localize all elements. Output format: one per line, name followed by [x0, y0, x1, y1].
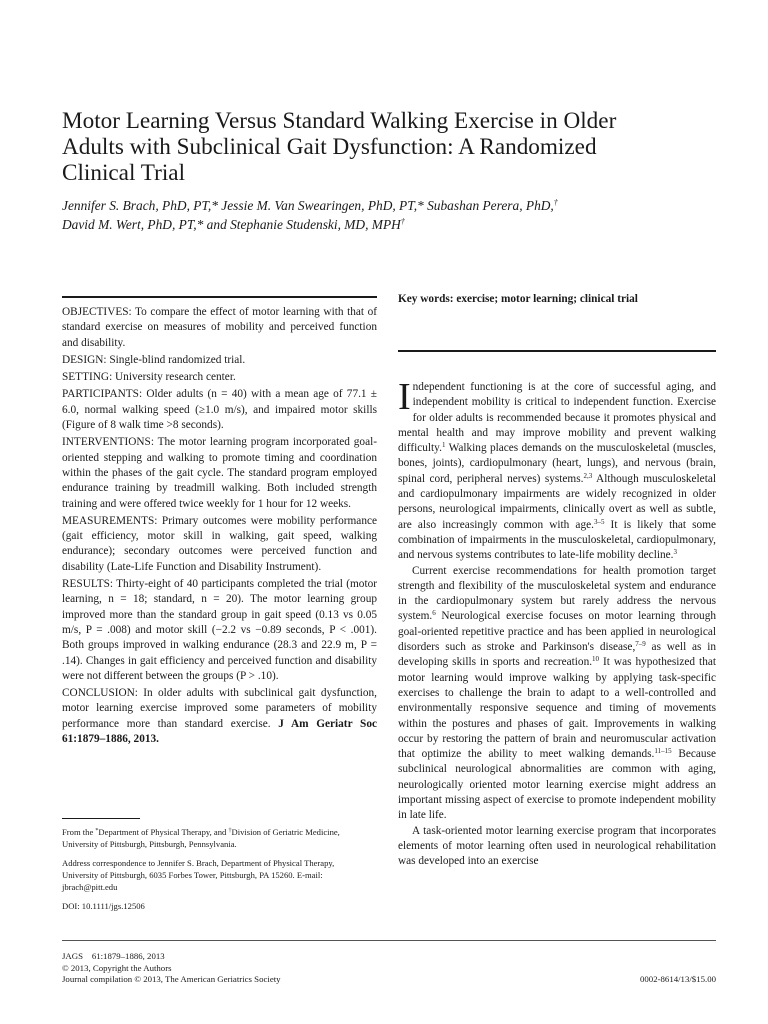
body-text: Neurological exercise focuses on motor learning through goal-oriented repetitive practice and has been applied in neurological disorders such as stroke and Parkinson's disease, [398, 610, 716, 654]
body-text: ndependent functioning is at the core of successful aging, and independent mobility is critical to independent function. Exercise for older adults is recommended because it promotes physical and mental health and may improve mobility and prevent walking difficulty. [398, 381, 716, 455]
reference-mark[interactable]: 7–9 [635, 640, 646, 649]
title-line: Clinical Trial [62, 160, 186, 186]
abstract-text: Thirty-eight of 40 participants completed the trial (motor learning, n = 18; standard, n = 20). The motor learning group improved more than the standard group in gait speed (0.13 vs 0.05 m/s, P = .008) and motor skill (−2.2 vs −0.89 seconds, P < .001). Both groups improved in walking endurance (28.3 and 22.9 m, P = .14). Changes in gait efficiency and perceived function and disability were not different between the groups (P > .10). [62, 578, 377, 682]
affiliation-mark: † [400, 217, 405, 226]
journal-footer [62, 951, 422, 986]
abstract-conclusion [62, 686, 377, 747]
reference-mark[interactable]: 2,3 [583, 471, 593, 480]
affiliation-note [62, 826, 372, 850]
abstract-text: Primary outcomes were mobility performance (gait efficiency, motor skill in walking, gait speed, walking endurance); secondary outcomes were perceived function and disability (Late-Life Function and Disability Instrument). [62, 514, 377, 573]
reference-mark[interactable]: 10 [592, 655, 600, 664]
body-text: Because subclinical neurological abnormalities are common with aging, neurologically oriented motor learning exercise might address an important missing aspect of exercise to promote independent mobility in late life. [398, 748, 716, 822]
footnote-rule [62, 818, 140, 819]
copyright-line: © 2013, Copyright the Authors [62, 962, 172, 973]
author-line-text: David M. Wert, PhD, PT,* and Stephanie Studenski, MD, MPH [62, 217, 401, 232]
body-text: It was hypothesized that motor learning would improve walking by applying task-specific exercises to challenge the brain to adapt to a well-controlled and environmentally responsive sequence and timing of movements within the postures and phases of gait. Improvements in walking occur by restoring the pattern of brain and neuromuscular activation that optimize the ability to meet walking demands. [398, 656, 716, 761]
body-text: It is likely that some combination of impairments in the musculoskeletal, cardiopulmonary, and nervous systems contributes to late-life mobility decline. [398, 518, 716, 562]
abstract-setting [62, 370, 377, 385]
affiliation-mark: † [228, 828, 232, 834]
drop-cap: I [398, 376, 411, 418]
reference-mark[interactable]: 1 [441, 441, 446, 450]
abstract-heading: MEASUREMENTS: [62, 514, 158, 527]
title-line: Motor Learning Versus Standard Walking Exercise in Older [62, 108, 617, 134]
reference-mark[interactable]: 6 [432, 609, 436, 618]
footnotes [62, 826, 372, 919]
abstract-heading: INTERVENTIONS: [62, 436, 154, 449]
body-text: Walking places demands on the musculoskeletal (muscles, bones, joints), cardiopulmonary (heart, lungs), and nervous (brain, spinal cord, peripheral nerves) systems. [398, 442, 716, 485]
abstract-text: Older adults (n = 40) with a mean age of 77.1 ± 6.0, normal walking speed (≥1.0 m/s), and impaired motor skills (Figure of 8 walk time >8 seconds). [62, 388, 377, 432]
abstract [62, 305, 377, 749]
abstract-text: In older adults with subclinical gait dysfunction, motor learning exercise improved some parameters of mobility performance more than standard exercise. [62, 687, 377, 730]
title-line: Adults with Subclinical Gait Dysfunction: A Randomized [62, 134, 597, 160]
abstract-interventions [62, 435, 377, 511]
abstract-text: The motor learning program incorporated goal-oriented stepping and walking to promote timing and coordination within the phases of the gait cycle. The standard program employed endurance training by treadmill walking. Both included strength training and were offered twice weekly for 1 hour for 12 weeks. [62, 436, 377, 510]
abstract-heading: RESULTS: [62, 578, 114, 591]
footnote-text: From the [62, 827, 96, 837]
abstract-text: Single-blind randomized trial. [106, 353, 246, 366]
footer-rule [62, 940, 716, 941]
author-line [62, 215, 712, 234]
journal-issue: JAGS 61:1879–1886, 2013 [62, 951, 165, 961]
copyright-line: Journal compilation © 2013, The American Geriatrics Society [62, 974, 281, 985]
body-paragraph [398, 376, 716, 564]
abstract-text: University research center. [112, 371, 236, 384]
reference-mark[interactable]: 11–15 [654, 747, 672, 756]
abstract-heading: OBJECTIVES: [62, 306, 132, 318]
body-text: Current exercise recommendations for health promotion target strength and flexibility of the musculoskeletal system and endurance in the cardiopulmonary system but rarely address the nervous system. [398, 564, 716, 623]
abstract-heading: DESIGN: [62, 353, 107, 366]
abstract-heading: SETTING: [62, 371, 113, 384]
abstract-measurements [62, 514, 377, 575]
footnote-text: Division of Geriatric Medicine, University of Pittsburgh, Pittsburgh, Pennsylvania. [62, 827, 340, 849]
doi-note[interactable]: DOI: 10.1111/jgs.12506 [62, 901, 145, 911]
article-title [62, 108, 712, 186]
body-text: A task-oriented motor learning exercise program that incorporates elements of motor learning often used in neurological rehabilitation was developed into an exercise [398, 824, 716, 868]
author-line [62, 196, 712, 215]
abstract-participants [62, 387, 377, 433]
body-paragraph [398, 564, 716, 824]
issn-price: 0002-8614/13/$15.00 [640, 974, 716, 984]
affiliation-mark: † [553, 198, 558, 207]
abstract-heading: PARTICIPANTS: [62, 388, 143, 401]
journal-citation: J Am Geriatr Soc 61:1879–1886, 2013. [62, 717, 378, 746]
abstract-objectives [62, 305, 377, 351]
reference-mark[interactable]: 3–5 [593, 517, 605, 526]
footnote-text: Department of Physical Therapy, and [98, 827, 229, 837]
author-line-text: Jennifer S. Brach, PhD, PT,* Jessie M. Van Swearingen, PhD, PT,* Subashan Perera, PhD, [62, 198, 554, 213]
body-text: as well as in developing skills in sports and recreation. [398, 641, 716, 669]
body-paragraph [398, 824, 716, 870]
keywords: Key words: exercise; motor learning; clinical trial [398, 293, 638, 305]
body-top-rule [398, 350, 716, 352]
body-text: Although musculoskeletal and cardiopulmonary impairments are widely recognized in older persons, neurological impairments, clinically overt as well as subtle, are also increasingly common with age. [398, 472, 716, 531]
author-list [62, 196, 712, 234]
abstract-heading: CONCLUSION: [62, 687, 138, 700]
abstract-text: To compare the effect of motor learning with that of standard exercise on measures of mobility and perceived function and disability. [62, 306, 377, 349]
abstract-top-rule [62, 296, 377, 298]
affiliation-mark: * [95, 828, 99, 834]
abstract-design [62, 353, 377, 368]
introduction-text [398, 376, 716, 870]
abstract-results [62, 577, 377, 684]
correspondence-note: Address correspondence to Jennifer S. Brach, Department of Physical Therapy, University of Pittsburgh, 6035 Forbes Tower, Pittsburgh, PA 15260. E-mail: jbrach@pitt.edu [62, 858, 335, 892]
reference-mark[interactable]: 3 [673, 548, 677, 557]
